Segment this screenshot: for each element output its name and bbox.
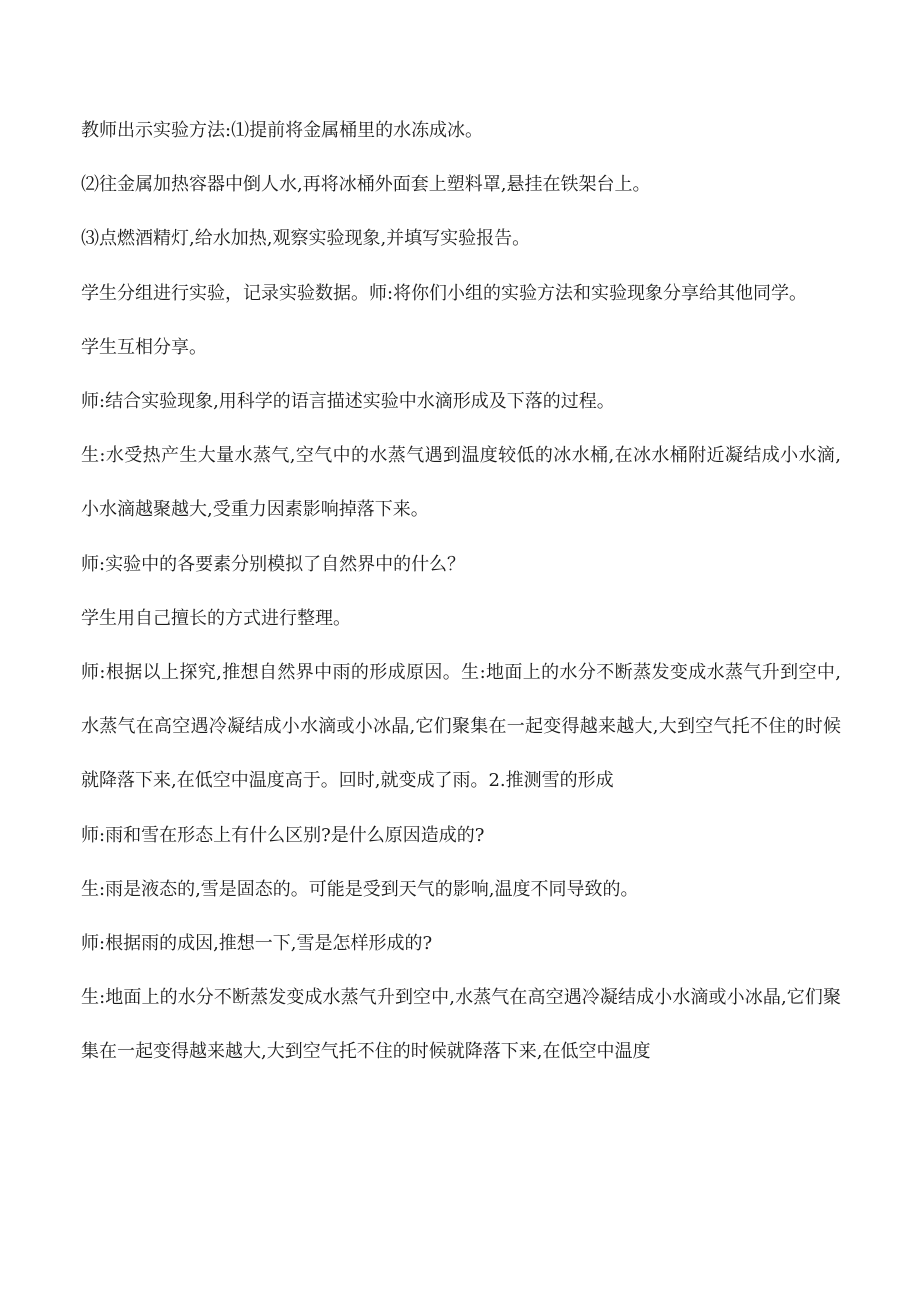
paragraph-rain-formation: 师:根据以上探究,推想自然界中雨的形成原因。生:地面上的水分不断蒸发变成水蒸气升到空中,水蒸气在高空遇冷凝结成小水滴或小冰晶,它们聚集在一起变得越来越大,大到空气托不住的时候就降落下来,在低空中温度高于。回时,就变成了雨。2.推测雪的形成 — [81, 662, 841, 792]
paragraph-student-rain-snow-state: 生:雨是液态的,雪是固态的。可能是受到天气的影响,温度不同导致的。 — [81, 878, 639, 900]
paragraph-teacher-snow-question: 师:根据雨的成因,推想一下,雪是怎样形成的? — [81, 933, 433, 955]
paragraph-student-answer-droplets: 生:水受热产生大量水蒸气,空气中的水蒸气遇到温度较低的冰水桶,在冰水桶附近凝结成小水滴,小水滴越聚越大,受重力因素影响掉落下来。 — [81, 445, 841, 521]
paragraph-experiment-method: 教师出示实验方法:⑴提前将金属桶里的水冻成冰。 — [81, 120, 484, 141]
document-body — [81, 104, 841, 1080]
paragraph-group-experiment: 学生分组进行实验，记录实验数据。师:将你们小组的实验方法和实验现象分享给其他同学。 — [81, 282, 808, 304]
paragraph-teacher-describe: 师:结合实验现象,用科学的语言描述实验中水滴形成及下落的过程。 — [81, 391, 615, 413]
paragraph-teacher-rain-snow-difference: 师:雨和雪在形态上有什么区别?是什么原因造成的? — [81, 824, 485, 846]
paragraph-student-snow-answer: 生:地面上的水分不断蒸发变成水蒸气升到空中,水蒸气在高空遇冷凝结成小水滴或小冰晶,它们聚集在一起变得越来越大,大到空气托不住的时候就降落下来,在低空中温度 — [81, 987, 841, 1063]
paragraph-students-share: 学生互相分享。 — [81, 336, 207, 358]
paragraph-teacher-question-elements: 师:实验中的各要素分别模拟了自然界中的什么？ — [81, 553, 466, 575]
paragraph-students-organize: 学生用自己擅长的方式进行整理。 — [81, 607, 351, 629]
paragraph-step-3: ⑶点燃酒精灯,给水加热,观察实验现象,并填写实验报告。 — [81, 228, 531, 250]
paragraph-step-2: ⑵往金属加热容器中倒人水,再将冰桶外面套上塑料罩,悬挂在铁架台上。 — [81, 174, 651, 196]
